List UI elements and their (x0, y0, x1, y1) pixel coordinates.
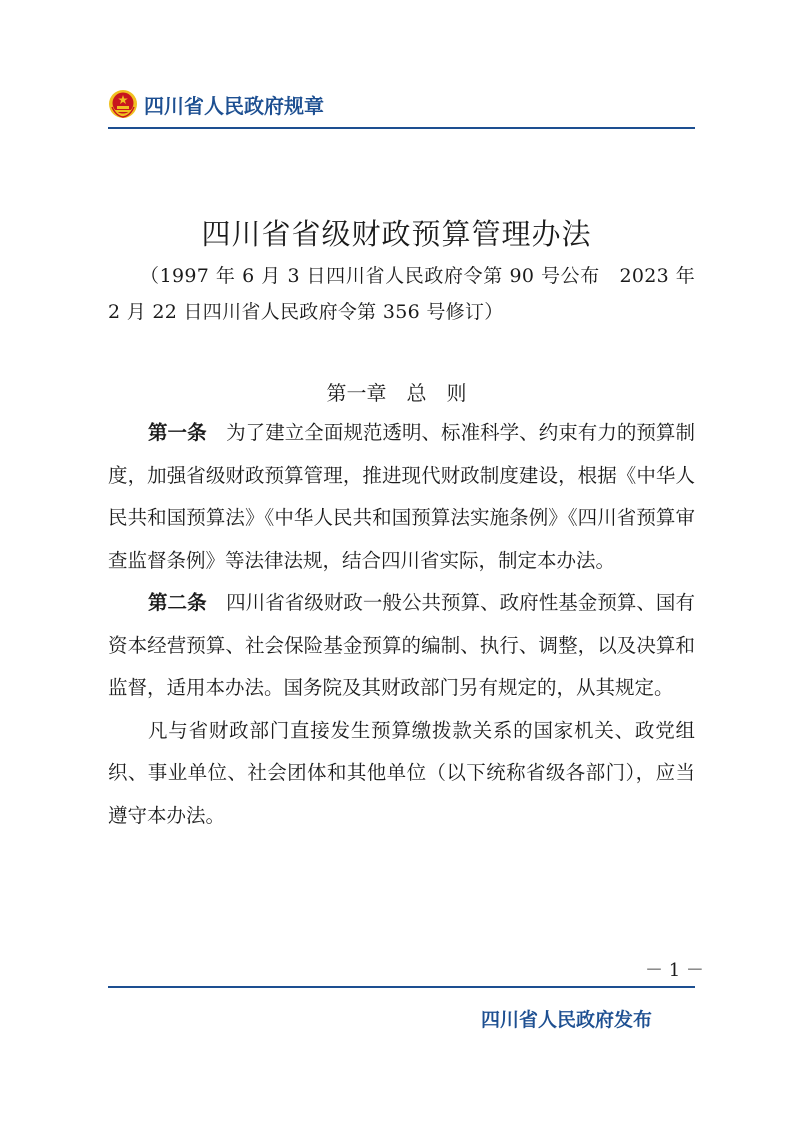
national-emblem-icon (108, 89, 138, 119)
subtitle-line: 2 月 22 日四川省人民政府令第 356 号修订） (108, 301, 504, 323)
paragraph-text: 凡与省财政部门直接发生预算缴拨款关系的国家机关、政党组织、事业单位、社会团体和其他单位（以下统称省级各部门），应当遵守本办法。 (108, 718, 695, 827)
page-header (108, 86, 324, 122)
header-divider (108, 127, 695, 129)
subtitle-line: （1997 年 6 月 3 日四川省人民政府令第 90 号公布 2023 年 (140, 265, 695, 287)
footer-publisher: 四川省人民政府发布 (481, 1009, 653, 1031)
article-text: 为了建立全面规范透明、标准科学、约束有力的预算制度，加强省级财政预算管理，推进现代财政制度建设，根据《中华人民共和国预算法》《中华人民共和国预算法实施条例》《四川省预算审查监督条例》等法律法规，结合四川省实际，制定本办法。 (108, 421, 695, 572)
document-subtitle (108, 258, 695, 330)
chapter-heading: 第一章 总 则 (326, 381, 467, 405)
document-title: 四川省省级财政预算管理办法 (201, 217, 592, 251)
article-label: 第一条 (148, 421, 207, 444)
header-title: 四川省人民政府规章 (144, 93, 324, 118)
article-text: 四川省省级财政一般公共预算、政府性基金预算、国有资本经营预算、社会保险基金预算的编制、执行、调整，以及决算和监督，适用本办法。国务院及其财政部门另有规定的，从其规定。 (108, 591, 695, 699)
article-label: 第二条 (148, 591, 207, 614)
document-body (108, 412, 695, 837)
footer-divider (108, 986, 695, 988)
article-paragraph (108, 412, 695, 582)
page-number: － 1 － (645, 960, 704, 981)
article-paragraph (108, 582, 695, 710)
body-paragraph (108, 710, 695, 838)
